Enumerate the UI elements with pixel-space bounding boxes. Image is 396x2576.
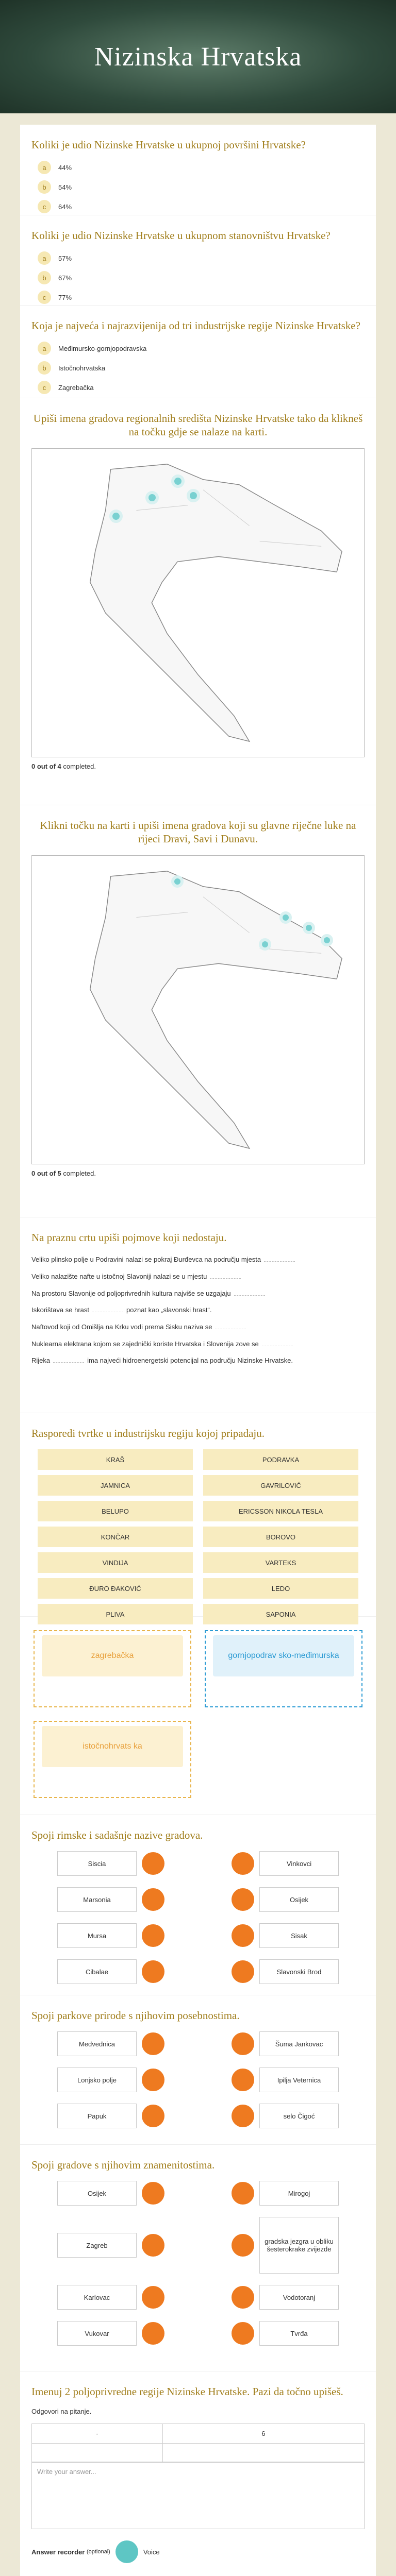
- table-cell[interactable]: [32, 2444, 163, 2462]
- croatia-map[interactable]: [31, 855, 365, 1164]
- connector-dot[interactable]: [232, 1960, 254, 1983]
- page-title: Nizinska Hrvatska: [94, 42, 302, 72]
- connector-dot[interactable]: [142, 2032, 164, 2055]
- match-row: Siscia Vinkovci: [57, 1851, 339, 1876]
- connector-dot[interactable]: [142, 2322, 164, 2345]
- connector-dot[interactable]: [232, 2032, 254, 2055]
- map-point[interactable]: [145, 491, 159, 504]
- question-8: [20, 1815, 376, 1995]
- connector-dot[interactable]: [232, 1888, 254, 1911]
- connector-dot[interactable]: [232, 2322, 254, 2345]
- connector-dot[interactable]: [232, 2286, 254, 2309]
- voice-label: Voice: [143, 2548, 160, 2556]
- question-title: Koliki je udio Nizinske Hrvatske u ukupnoj površini Hrvatske?: [31, 139, 306, 151]
- question-title: Rasporedi tvrtke u industrijsku regiju kojoj pripadaju.: [31, 1427, 265, 1439]
- map-point[interactable]: [303, 922, 315, 934]
- question-title: Upiši imena gradova regionalnih središta Nizinske Hrvatske tako da klikneš na točku gdje se nalaze na karti.: [33, 412, 363, 438]
- option-a[interactable]: a 57%: [38, 251, 365, 265]
- connector-dot[interactable]: [142, 1888, 164, 1911]
- completion-status: 0 out of 4 completed.: [31, 762, 96, 770]
- microphone-icon[interactable]: [116, 2540, 138, 2563]
- company-list: [31, 1449, 365, 1624]
- match-row: Mursa Sisak: [57, 1923, 339, 1948]
- draggable-item[interactable]: PODRAVKA: [203, 1449, 358, 1470]
- connector-dot[interactable]: [142, 1924, 164, 1947]
- question-11: [20, 2371, 376, 2576]
- question-title: Spoji parkove prirode s njihovim posebnostima.: [31, 2009, 240, 2022]
- map-point[interactable]: [259, 938, 271, 951]
- map-point[interactable]: [171, 875, 184, 888]
- answer-recorder: Answer recorder (optional) Voice: [31, 2540, 365, 2563]
- question-10: [20, 2144, 376, 2371]
- option-b[interactable]: b 67%: [38, 271, 365, 284]
- draggable-item[interactable]: GAVRILOVIĆ: [203, 1475, 358, 1496]
- option-c[interactable]: c Zagrebačka: [38, 381, 365, 394]
- drop-zone-istocnohrvatska[interactable]: istočnohrvats ka: [34, 1721, 191, 1798]
- match-row: Cibalae Slavonski Brod: [57, 1959, 339, 1984]
- blank-input[interactable]: [210, 1278, 241, 1279]
- draggable-item[interactable]: BELUPO: [38, 1501, 193, 1521]
- map-point[interactable]: [109, 510, 123, 523]
- option-a[interactable]: a Međimursko-gornjopodravska: [38, 342, 365, 355]
- option-b[interactable]: b 54%: [38, 180, 365, 194]
- map-outline-icon: [32, 856, 364, 1164]
- question-title: Spoji gradove s njihovim znamenitostima.: [31, 2159, 215, 2171]
- connector-dot[interactable]: [142, 2286, 164, 2309]
- match-row: Marsonia Osijek: [57, 1887, 339, 1912]
- question-title: Koja je najveća i najrazvijenija od tri industrijske regije Nizinske Hrvatske?: [31, 319, 360, 332]
- option-a[interactable]: a 44%: [38, 161, 365, 174]
- question-5: [20, 805, 376, 1217]
- draggable-item[interactable]: PLIVA: [38, 1604, 193, 1624]
- question-title: Imenuj 2 poljoprivredne regije Nizinske Hrvatske. Pazi da točno upišeš.: [31, 2385, 343, 2398]
- map-point[interactable]: [171, 474, 185, 488]
- answer-table: [31, 2424, 365, 2462]
- completion-status: 0 out of 5 completed.: [31, 1169, 96, 1177]
- match-row: Medvednica Šuma Jankovac: [57, 2031, 339, 2056]
- question-4: [20, 398, 376, 805]
- table-header: -: [32, 2424, 163, 2444]
- drop-zone-gornjopodravsko[interactable]: gornjopodrav sko-međimurska: [205, 1630, 362, 1707]
- draggable-item[interactable]: SAPONIA: [203, 1604, 358, 1624]
- map-point[interactable]: [279, 911, 292, 924]
- question-title: Klikni točku na karti i upiši imena gradova koji su glavne riječne luke na rijeci Dravi, Savi i Dunavu.: [40, 819, 356, 845]
- blank-input[interactable]: [264, 1261, 295, 1262]
- table-header: 6: [162, 2424, 364, 2444]
- table-cell[interactable]: [162, 2444, 364, 2462]
- question-title: Na praznu crtu upiši pojmove koji nedostaju.: [31, 1231, 227, 1244]
- draggable-item[interactable]: JAMNICA: [38, 1475, 193, 1496]
- blank-input[interactable]: [53, 1362, 84, 1363]
- answer-textarea[interactable]: Write your answer...: [31, 2462, 365, 2529]
- question-9: [20, 1995, 376, 2144]
- connector-dot[interactable]: [232, 2234, 254, 2257]
- question-2: [20, 215, 376, 305]
- match-row: Papuk selo Čigoć: [57, 2104, 339, 2128]
- connector-dot[interactable]: [142, 2069, 164, 2091]
- connector-dot[interactable]: [232, 2105, 254, 2127]
- match-row: Vukovar Tvrđa: [57, 2321, 339, 2346]
- connector-dot[interactable]: [232, 1852, 254, 1875]
- question-3: [20, 305, 376, 398]
- draggable-item[interactable]: VARTEKS: [203, 1552, 358, 1573]
- connector-dot[interactable]: [142, 2182, 164, 2205]
- connector-dot[interactable]: [232, 2182, 254, 2205]
- map-point[interactable]: [187, 489, 200, 502]
- connector-dot[interactable]: [142, 2105, 164, 2127]
- connector-dot[interactable]: [142, 2234, 164, 2257]
- question-6: Na praznu crtu upiši pojmove koji nedostaju. Veliko plinsko polje u Podravini nalazi se pokraj Đurđevca na području mjesta Veliko nalazište nafte u istočnoj Slavoniji nalazi se u mjestu Na prostoru Slavonije od poljoprivrednih kultura najviše se uzgajaju Iskorištava se hrast poznat kao „slavonski hrast“. Naftovod koji od Omišlja na Krku vodi prema Sisku naziva se Nuklearna elektrana kojom se zajednički koriste Hrvatska i Slovenija zove se Rijeka ima najveći hidroenergetski potencijal na području Nizinske Hrvatske.: [20, 1217, 376, 1413]
- connector-dot[interactable]: [232, 1924, 254, 1947]
- instruction-text: Odgovori na pitanje.: [31, 2408, 92, 2416]
- match-row: Osijek Mirogoj: [57, 2181, 339, 2206]
- option-c[interactable]: c 77%: [38, 291, 365, 304]
- match-row: Zagreb gradska jezgra u obliku šesterokrake zvijezde: [57, 2217, 339, 2274]
- page-header: [0, 0, 396, 113]
- connector-dot[interactable]: [232, 2069, 254, 2091]
- worksheet: [20, 125, 376, 2576]
- match-row: Karlovac Vodotoranj: [57, 2285, 339, 2310]
- draggable-item[interactable]: KONČAR: [38, 1527, 193, 1547]
- question-title: Spoji rimske i sadašnje nazive gradova.: [31, 1829, 203, 1841]
- drop-zone-zagrebacka[interactable]: zagrebačka: [34, 1630, 191, 1707]
- option-c[interactable]: c 64%: [38, 200, 365, 213]
- draggable-item[interactable]: ĐURO ĐAKOVIĆ: [38, 1578, 193, 1599]
- draggable-item[interactable]: KRAŠ: [38, 1449, 193, 1470]
- recorder-label: Answer recorder: [31, 2548, 85, 2556]
- blank-input[interactable]: [234, 1295, 265, 1296]
- connector-dot[interactable]: [142, 1960, 164, 1983]
- map-point[interactable]: [321, 934, 333, 946]
- match-row: Lonjsko polje Ipilja Veternica: [57, 2067, 339, 2092]
- question-7: [20, 1413, 376, 1616]
- draggable-item[interactable]: VINDIJA: [38, 1552, 193, 1573]
- draggable-item[interactable]: ERICSSON NIKOLA TESLA: [203, 1501, 358, 1521]
- drop-zones: [20, 1616, 376, 1815]
- draggable-item[interactable]: LEDO: [203, 1578, 358, 1599]
- draggable-item[interactable]: BOROVO: [203, 1527, 358, 1547]
- croatia-map[interactable]: [31, 448, 365, 757]
- question-title: Koliki je udio Nizinske Hrvatske u ukupnom stanovništvu Hrvatske?: [31, 229, 331, 242]
- connector-dot[interactable]: [142, 1852, 164, 1875]
- option-b[interactable]: b Istočnohrvatska: [38, 361, 365, 375]
- question-1: [20, 125, 376, 215]
